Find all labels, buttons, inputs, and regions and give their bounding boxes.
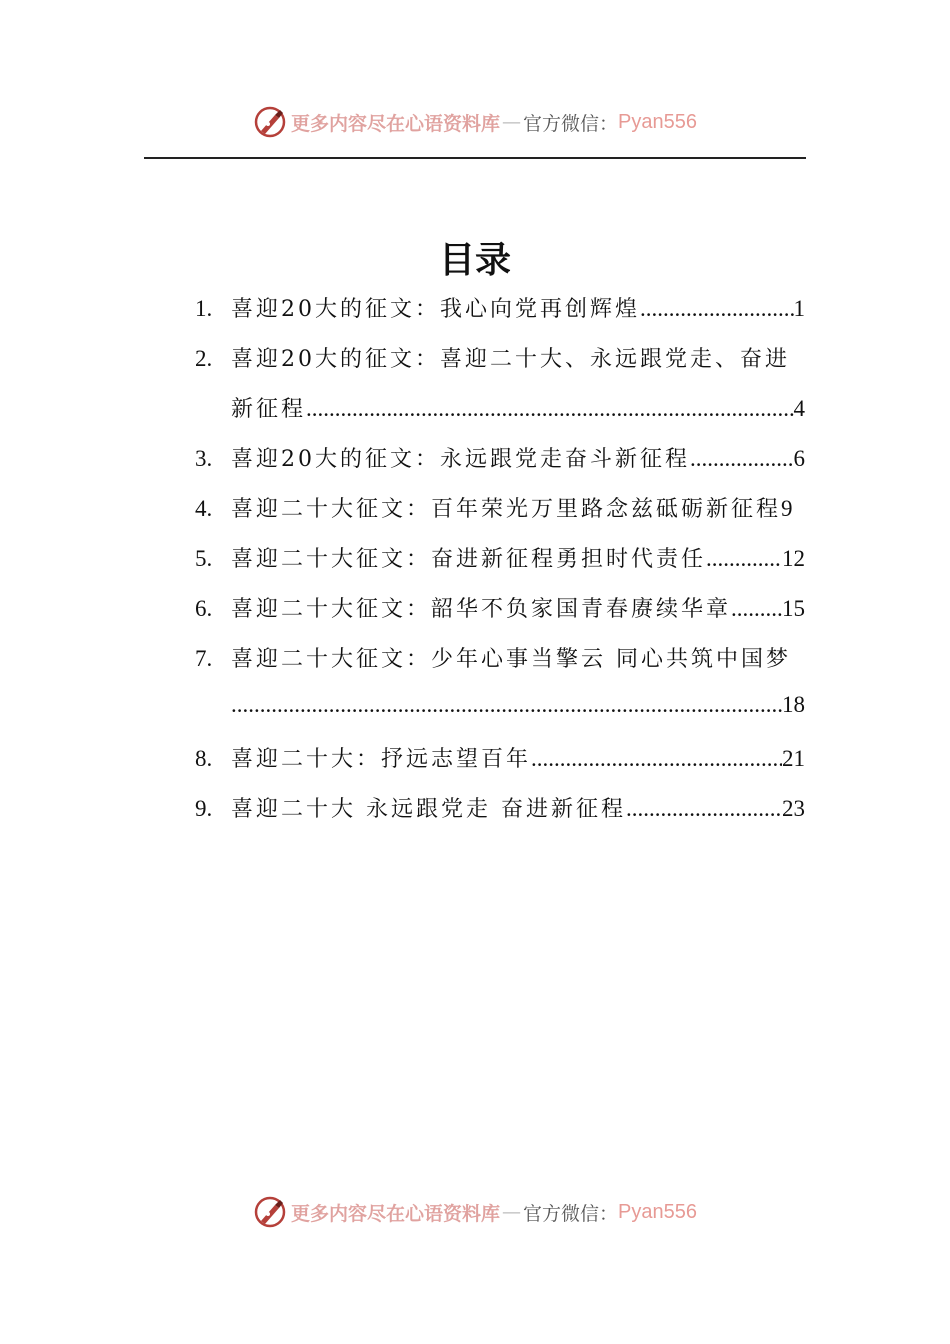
pen-logo-icon: [253, 1195, 287, 1229]
footer-watermark: [0, 1192, 950, 1232]
toc-number: 5.: [195, 546, 213, 571]
toc-text: 喜迎二十大征文：少年心事当擎云 同心共筑中国梦: [231, 647, 791, 672]
toc-number: 7.: [195, 646, 213, 671]
toc-entry-8[interactable]: [195, 742, 805, 776]
toc-text: 喜迎二十大征文：韶华不负家国青春赓续华章: [231, 597, 732, 622]
toc-number: 3.: [195, 446, 213, 471]
toc-page: 6: [793, 446, 805, 471]
toc-entry-3[interactable]: [195, 442, 805, 476]
toc-page: 9: [781, 496, 793, 521]
toc-entry-7-continued[interactable]: [231, 692, 805, 726]
watermark-separator: —: [502, 1201, 522, 1223]
toc-text: 喜迎二十大 永远跟党走 奋进新征程: [231, 797, 626, 822]
toc-entry-5[interactable]: [195, 542, 805, 576]
toc-text: 喜迎二十大征文：奋进新征程勇担时代责任: [231, 547, 707, 572]
toc-leader: [531, 746, 782, 772]
page-title: 目录: [438, 239, 511, 281]
watermark-wechat-id: Pyan556: [618, 110, 697, 133]
toc-number: 1.: [195, 296, 213, 321]
toc-number: 8.: [195, 746, 213, 771]
watermark-wechat-label: 官方微信：: [523, 1202, 619, 1225]
toc-entry-7[interactable]: [195, 642, 805, 676]
toc-text: 喜迎20大的征文：喜迎二十大、永远跟党走、奋进: [231, 347, 790, 372]
toc-leader: [690, 446, 794, 472]
toc-leader: [306, 396, 793, 422]
header-rule: [144, 157, 806, 159]
toc-page: 1: [793, 296, 805, 321]
toc-text: 新征程: [231, 397, 307, 422]
watermark-separator: —: [502, 111, 522, 133]
toc-text: 喜迎二十大：抒远志望百年: [231, 747, 532, 772]
watermark-brand: 更多内容尽在心语资料库: [291, 112, 501, 135]
toc-page: 21: [782, 746, 805, 771]
toc-entry-4[interactable]: [195, 492, 805, 526]
toc-entry-2-continued[interactable]: [231, 392, 805, 426]
toc-entry-2[interactable]: [195, 342, 805, 376]
toc-page: 23: [782, 796, 805, 821]
toc-leader: [731, 596, 782, 622]
toc-text: 喜迎二十大征文：百年荣光万里路念兹砥砺新征程: [231, 497, 782, 522]
pen-logo-icon: [253, 105, 287, 139]
toc-text: 喜迎20大的征文：永远跟党走奋斗新征程: [231, 447, 690, 472]
toc-page: 12: [782, 546, 805, 571]
toc-entry-6[interactable]: [195, 592, 805, 626]
watermark-wechat-id: Pyan556: [618, 1200, 697, 1223]
toc-page: 4: [793, 396, 805, 421]
toc-leader: [231, 692, 782, 718]
toc-leader: [626, 796, 782, 822]
toc-number: 9.: [195, 796, 213, 821]
toc-leader: [640, 296, 794, 322]
watermark-brand: 更多内容尽在心语资料库: [291, 1202, 501, 1225]
toc-number: 2.: [195, 346, 213, 371]
toc-number: 6.: [195, 596, 213, 621]
toc-page: 15: [782, 596, 805, 621]
toc-entry-1[interactable]: [195, 292, 805, 326]
toc-number: 4.: [195, 496, 213, 521]
watermark-wechat-label: 官方微信：: [523, 112, 619, 135]
toc-entry-9[interactable]: [195, 792, 805, 826]
toc-text: 喜迎20大的征文：我心向党再创辉煌: [231, 297, 640, 322]
toc-page: 18: [782, 692, 805, 717]
header-watermark: [0, 102, 950, 142]
toc-leader: [706, 546, 782, 572]
